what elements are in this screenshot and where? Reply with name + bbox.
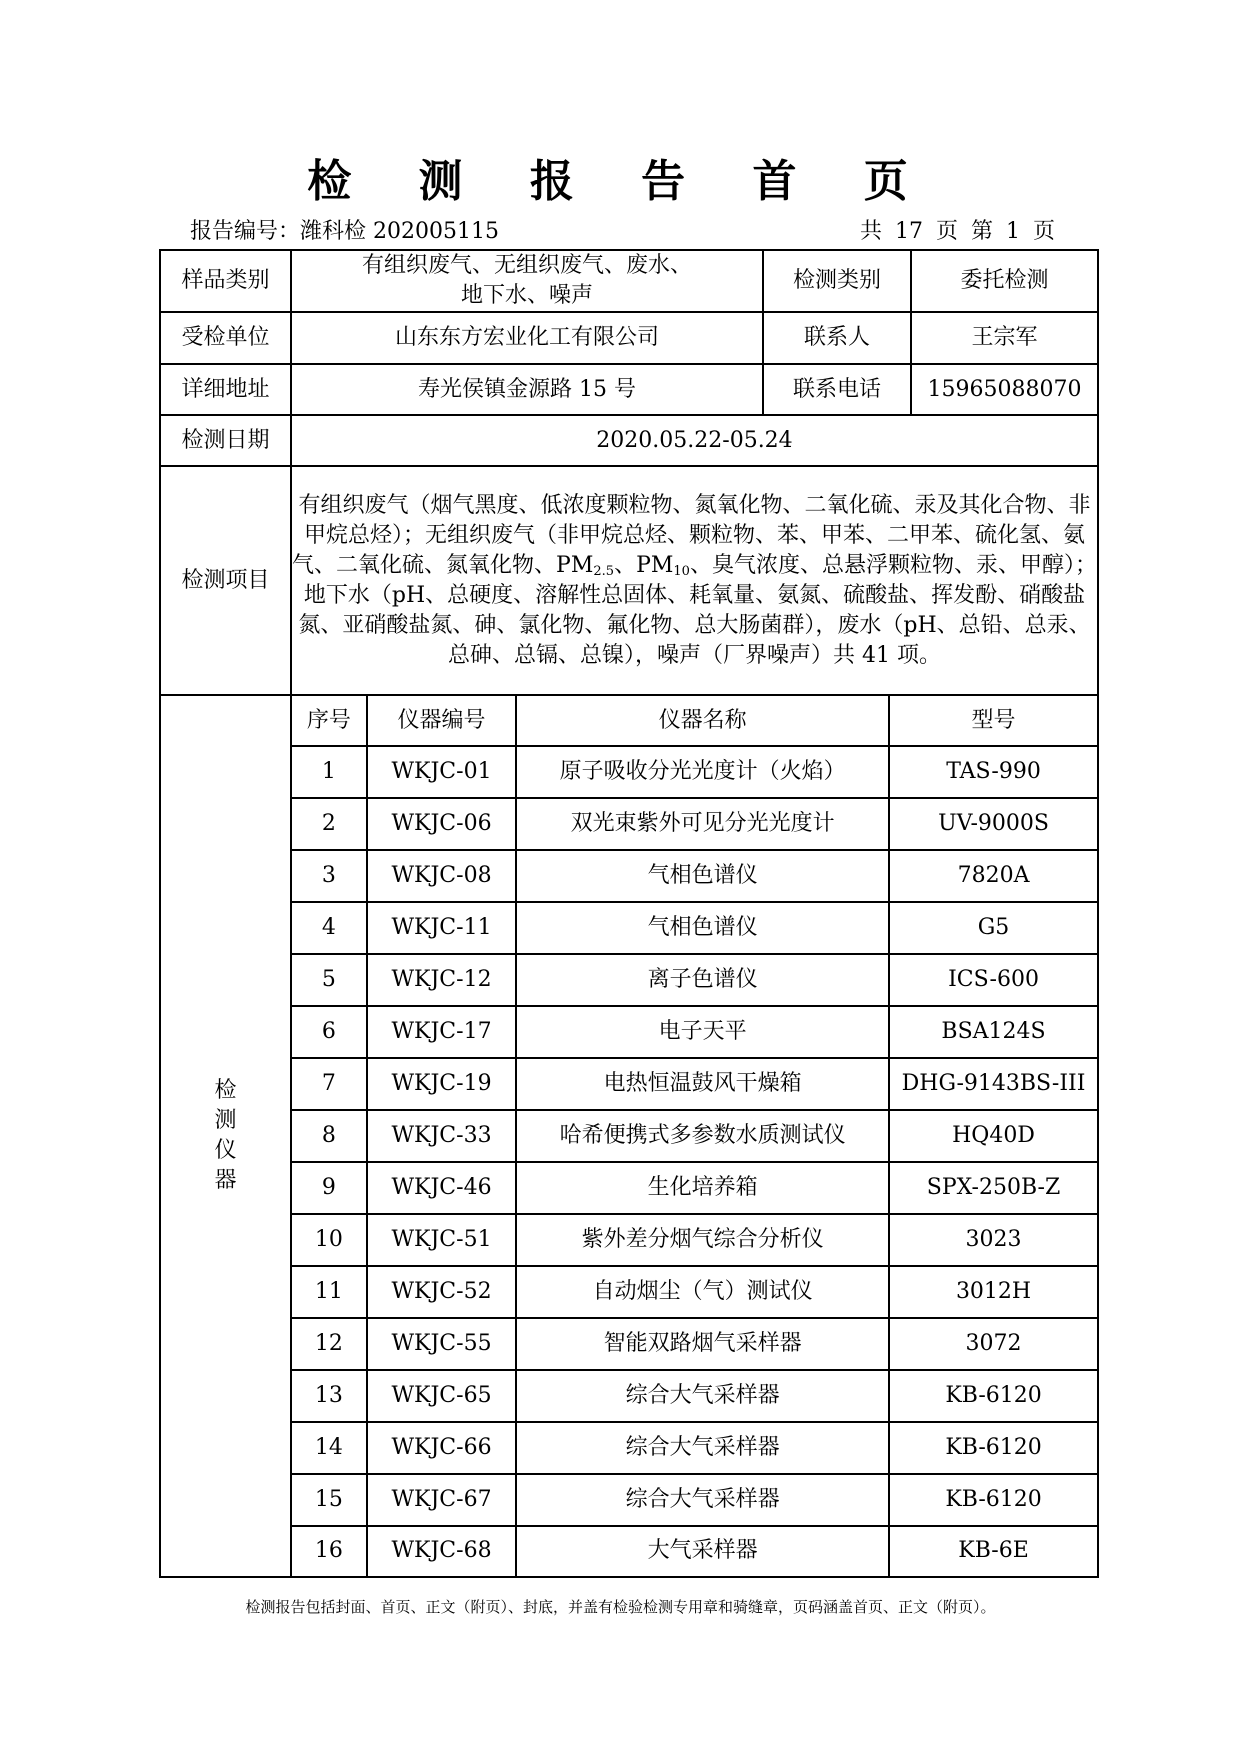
instrument-no: 10	[292, 1214, 367, 1266]
instrument-name: 哈希便携式多参数水质测试仪	[516, 1110, 889, 1162]
report-number: 报告编号：潍科检 202005115	[190, 219, 499, 244]
table-row	[292, 798, 1097, 850]
table-row	[292, 1214, 1097, 1266]
table-row	[292, 1058, 1097, 1110]
instrument-model: KB-6E	[889, 1526, 1097, 1576]
instrument-code: WKJC-65	[367, 1370, 517, 1422]
instrument-no: 7	[292, 1058, 367, 1110]
date-value: 2020.05.22-05.24	[291, 415, 1098, 466]
instrument-code: WKJC-06	[367, 798, 517, 850]
instrument-code: WKJC-55	[367, 1318, 517, 1370]
row-client	[160, 312, 1098, 364]
instrument-code: WKJC-17	[367, 1006, 517, 1058]
instrument-no: 9	[292, 1162, 367, 1214]
instrument-name: 生化培养箱	[516, 1162, 889, 1214]
sample-type-line2: 地下水、噪声	[460, 283, 593, 308]
instrument-model: KB-6120	[889, 1370, 1097, 1422]
page-info: 共 17 页 第 1 页	[860, 219, 1055, 244]
header-no: 序号	[292, 696, 367, 746]
instrument-model: 3072	[889, 1318, 1097, 1370]
instrument-model: G5	[889, 902, 1097, 954]
instrument-name: 原子吸收分光光度计（火焰）	[516, 746, 889, 798]
sample-type-label: 样品类别	[160, 250, 291, 312]
header-name: 仪器名称	[516, 696, 889, 746]
instruments-label-char: 仪	[214, 1138, 237, 1163]
row-date	[160, 415, 1098, 466]
items-sub-pm10: 10	[673, 563, 690, 579]
instrument-code: WKJC-33	[367, 1110, 517, 1162]
instrument-code: WKJC-67	[367, 1474, 517, 1526]
table-row	[292, 1526, 1097, 1576]
instrument-model: 3012H	[889, 1266, 1097, 1318]
instrument-code: WKJC-19	[367, 1058, 517, 1110]
test-type-value: 委托检测	[911, 250, 1098, 312]
table-row	[292, 1474, 1097, 1526]
sample-type-line1: 有组织废气、无组织废气、废水、	[361, 253, 692, 278]
instrument-model: DHG-9143BS-III	[889, 1058, 1097, 1110]
phone-label: 联系电话	[763, 364, 911, 415]
instrument-code: WKJC-52	[367, 1266, 517, 1318]
instrument-model: UV-9000S	[889, 798, 1097, 850]
instrument-no: 14	[292, 1422, 367, 1474]
instruments-table	[292, 696, 1097, 1576]
instrument-no: 1	[292, 746, 367, 798]
instrument-model: KB-6120	[889, 1474, 1097, 1526]
instrument-code: WKJC-12	[367, 954, 517, 1006]
table-row	[292, 1318, 1097, 1370]
table-row	[292, 1266, 1097, 1318]
instrument-code: WKJC-46	[367, 1162, 517, 1214]
instrument-model: 3023	[889, 1214, 1097, 1266]
instrument-no: 15	[292, 1474, 367, 1526]
instrument-name: 智能双路烟气采样器	[516, 1318, 889, 1370]
instrument-name: 综合大气采样器	[516, 1422, 889, 1474]
instruments-label	[160, 695, 291, 1577]
client-value: 山东东方宏业化工有限公司	[291, 312, 763, 364]
instrument-name: 综合大气采样器	[516, 1370, 889, 1422]
items-label: 检测项目	[160, 466, 291, 695]
instrument-model: TAS-990	[889, 746, 1097, 798]
instrument-code: WKJC-68	[367, 1526, 517, 1576]
page-title: 检 测 报 告 首 页	[307, 156, 934, 207]
test-type-label: 检测类别	[763, 250, 911, 312]
date-label: 检测日期	[160, 415, 291, 466]
table-row	[292, 1422, 1097, 1474]
items-value	[291, 466, 1098, 695]
instrument-no: 4	[292, 902, 367, 954]
row-address	[160, 364, 1098, 415]
report-table	[159, 249, 1099, 1578]
table-row	[292, 1162, 1097, 1214]
items-text-part2: 、PM	[614, 552, 674, 578]
header-model: 型号	[889, 696, 1097, 746]
items-text-part1: 有组织废气（烟气黑度、低浓度颗粒物、氮氧化物、二氧化硫、汞及其化合物、非甲烷总烃）；无组织废气（非甲烷总烃、颗粒物、苯、甲苯、二甲苯、硫化氢、氨气、二氧化硫、氮氧化物、PM	[292, 492, 1091, 578]
instruments-label-char: 测	[214, 1108, 237, 1133]
table-row	[292, 902, 1097, 954]
instrument-no: 8	[292, 1110, 367, 1162]
instruments-label-char: 器	[214, 1168, 237, 1193]
table-row	[292, 1110, 1097, 1162]
instrument-no: 2	[292, 798, 367, 850]
instrument-no: 6	[292, 1006, 367, 1058]
items-text-part3: 、臭气浓度、总悬浮颗粒物、汞、甲醇）；地下水（pH、总硬度、溶解性总固体、耗氧量、氨氮、硫酸盐、挥发酚、硝酸盐氮、亚硝酸盐氮、砷、氯化物、氟化物、总大肠菌群），废水（pH、总铅、总汞、总砷、总镉、总镍），噪声（厂界噪声）共 41 项。	[298, 552, 1097, 668]
instrument-no: 11	[292, 1266, 367, 1318]
table-row	[292, 1006, 1097, 1058]
instrument-name: 自动烟尘（气）测试仪	[516, 1266, 889, 1318]
header-code: 仪器编号	[367, 696, 517, 746]
contact-value: 王宗军	[911, 312, 1098, 364]
instrument-name: 双光束紫外可见分光光度计	[516, 798, 889, 850]
instrument-model: SPX-250B-Z	[889, 1162, 1097, 1214]
address-value: 寿光侯镇金源路 15 号	[291, 364, 763, 415]
instrument-name: 紫外差分烟气综合分析仪	[516, 1214, 889, 1266]
instrument-no: 12	[292, 1318, 367, 1370]
instrument-name: 电热恒温鼓风干燥箱	[516, 1058, 889, 1110]
row-instruments	[160, 695, 1098, 1577]
client-label: 受检单位	[160, 312, 291, 364]
footer-note: 检测报告包括封面、首页、正文（附页）、封底，并盖有检验检测专用章和骑缝章，页码涵盖首页、正文（附页）。	[245, 1598, 996, 1616]
instrument-code: WKJC-01	[367, 746, 517, 798]
instrument-name: 电子天平	[516, 1006, 889, 1058]
instrument-model: ICS-600	[889, 954, 1097, 1006]
row-sample-type	[160, 250, 1098, 312]
instrument-no: 5	[292, 954, 367, 1006]
table-row	[292, 746, 1097, 798]
instruments-label-char: 检	[214, 1078, 237, 1103]
instrument-code: WKJC-66	[367, 1422, 517, 1474]
items-sub-pm25: 2.5	[593, 563, 615, 579]
phone-value: 15965088070	[911, 364, 1098, 415]
instrument-model: HQ40D	[889, 1110, 1097, 1162]
instrument-code: WKJC-11	[367, 902, 517, 954]
instrument-code: WKJC-51	[367, 1214, 517, 1266]
address-label: 详细地址	[160, 364, 291, 415]
instrument-name: 气相色谱仪	[516, 850, 889, 902]
table-row	[292, 850, 1097, 902]
instrument-no: 3	[292, 850, 367, 902]
instrument-model: BSA124S	[889, 1006, 1097, 1058]
table-row	[292, 1370, 1097, 1422]
contact-label: 联系人	[763, 312, 911, 364]
instruments-header-row	[292, 696, 1097, 746]
instrument-model: KB-6120	[889, 1422, 1097, 1474]
instrument-name: 大气采样器	[516, 1526, 889, 1576]
table-row	[292, 954, 1097, 1006]
instrument-name: 气相色谱仪	[516, 902, 889, 954]
instrument-name: 综合大气采样器	[516, 1474, 889, 1526]
instrument-code: WKJC-08	[367, 850, 517, 902]
instrument-no: 16	[292, 1526, 367, 1576]
sample-type-value	[291, 250, 763, 312]
instrument-name: 离子色谱仪	[516, 954, 889, 1006]
instruments-cell	[291, 695, 1098, 1577]
instrument-model: 7820A	[889, 850, 1097, 902]
row-items	[160, 466, 1098, 695]
instrument-no: 13	[292, 1370, 367, 1422]
